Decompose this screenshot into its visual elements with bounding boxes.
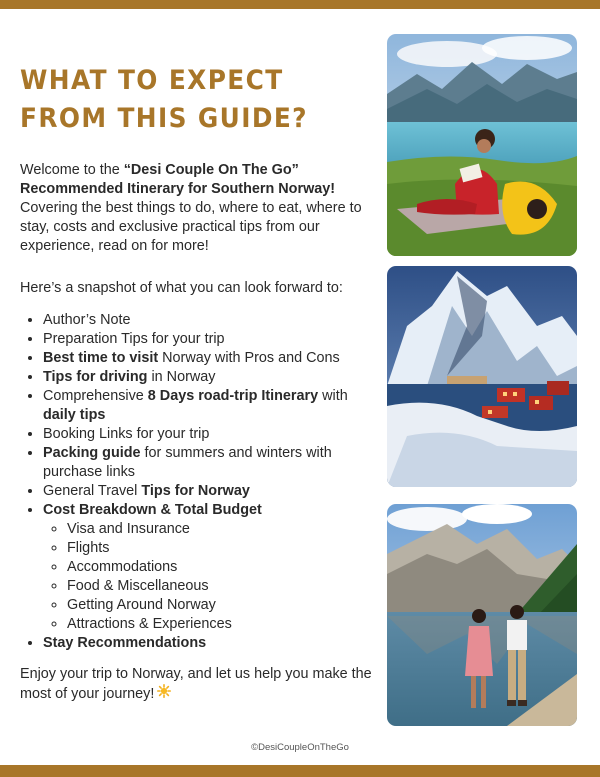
sub-list-item: ◦ Food & Miscellaneous <box>67 577 372 596</box>
list-item <box>43 387 372 425</box>
intro-rest: Covering the best things to do, where to eat, where to stay, costs and exclusive practical tips from our experience, read on for more! <box>20 200 362 254</box>
list-item <box>43 482 372 501</box>
contents-list <box>20 311 372 653</box>
title-line-2: FROM THIS GUIDE? <box>20 103 308 134</box>
photo-snowy-village <box>387 266 577 487</box>
guide-content <box>20 62 372 704</box>
intro-paragraph <box>20 161 372 256</box>
cost-bold: Cost Breakdown & Total Budget <box>43 502 262 518</box>
photo-mountain-lake <box>387 504 577 726</box>
itinerary-bold: 8 Days road-trip Itinerary <box>147 388 319 404</box>
general-bold: Tips for Norway <box>141 483 250 499</box>
packing-rest: for summers and winters with purchase links <box>43 445 332 480</box>
driving-rest: in Norway <box>147 369 216 385</box>
list-item <box>43 330 372 349</box>
stay-bold: Stay Recommendations <box>43 635 207 651</box>
driving-bold: Tips for driving <box>43 369 148 385</box>
packing-bold: Packing guide <box>43 445 141 461</box>
list-item <box>43 311 372 330</box>
general-lead: General Travel <box>43 483 142 499</box>
best-time-bold: Best time to visit <box>43 350 159 366</box>
outro-paragraph <box>20 665 372 704</box>
intro-bold: “Desi Couple On The Go” Recommended Itinerary for Southern Norway! <box>20 162 336 197</box>
sub-list-item: ◦ Flights <box>67 539 372 558</box>
list-item <box>43 425 372 444</box>
bottom-accent-bar <box>0 765 600 777</box>
itinerary-mid: with <box>318 388 348 404</box>
sun-icon <box>157 684 171 704</box>
list-item <box>43 444 372 482</box>
itinerary-lead: Comprehensive <box>43 388 148 404</box>
title-line-1: WHAT TO EXPECT <box>20 65 284 96</box>
sub-list-item: ◦ Getting Around Norway <box>67 596 372 615</box>
copyright-credit: ©DesiCoupleOnTheGo <box>251 742 349 753</box>
list-item <box>43 349 372 368</box>
top-accent-bar <box>0 0 600 9</box>
sub-list-item: ◦ Accommodations <box>67 558 372 577</box>
best-time-rest: Norway with Pros and Cons <box>158 350 340 366</box>
photo-fjord-reading <box>387 34 577 256</box>
list-item <box>43 634 372 653</box>
outro-text: Enjoy your trip to Norway, and let us help you make the most of your journey! <box>20 666 372 702</box>
sub-list-item: ◦ Attractions & Experiences <box>67 615 372 634</box>
booking-text: Booking Links for your trip <box>43 426 210 442</box>
authors-note-text: Author’s Note <box>43 312 131 328</box>
snapshot-paragraph: Here’s a snapshot of what you can look forward to: <box>20 280 343 296</box>
list-item <box>43 368 372 387</box>
list-item <box>43 501 372 634</box>
intro-lead: Welcome to the <box>20 162 124 178</box>
itinerary-bold-2: daily tips <box>43 407 106 423</box>
prep-tips-text: Preparation Tips for your trip <box>43 331 225 347</box>
page-title <box>20 62 344 138</box>
sub-list-item: ◦ Visa and Insurance <box>67 520 372 539</box>
cost-sublist <box>43 520 372 634</box>
